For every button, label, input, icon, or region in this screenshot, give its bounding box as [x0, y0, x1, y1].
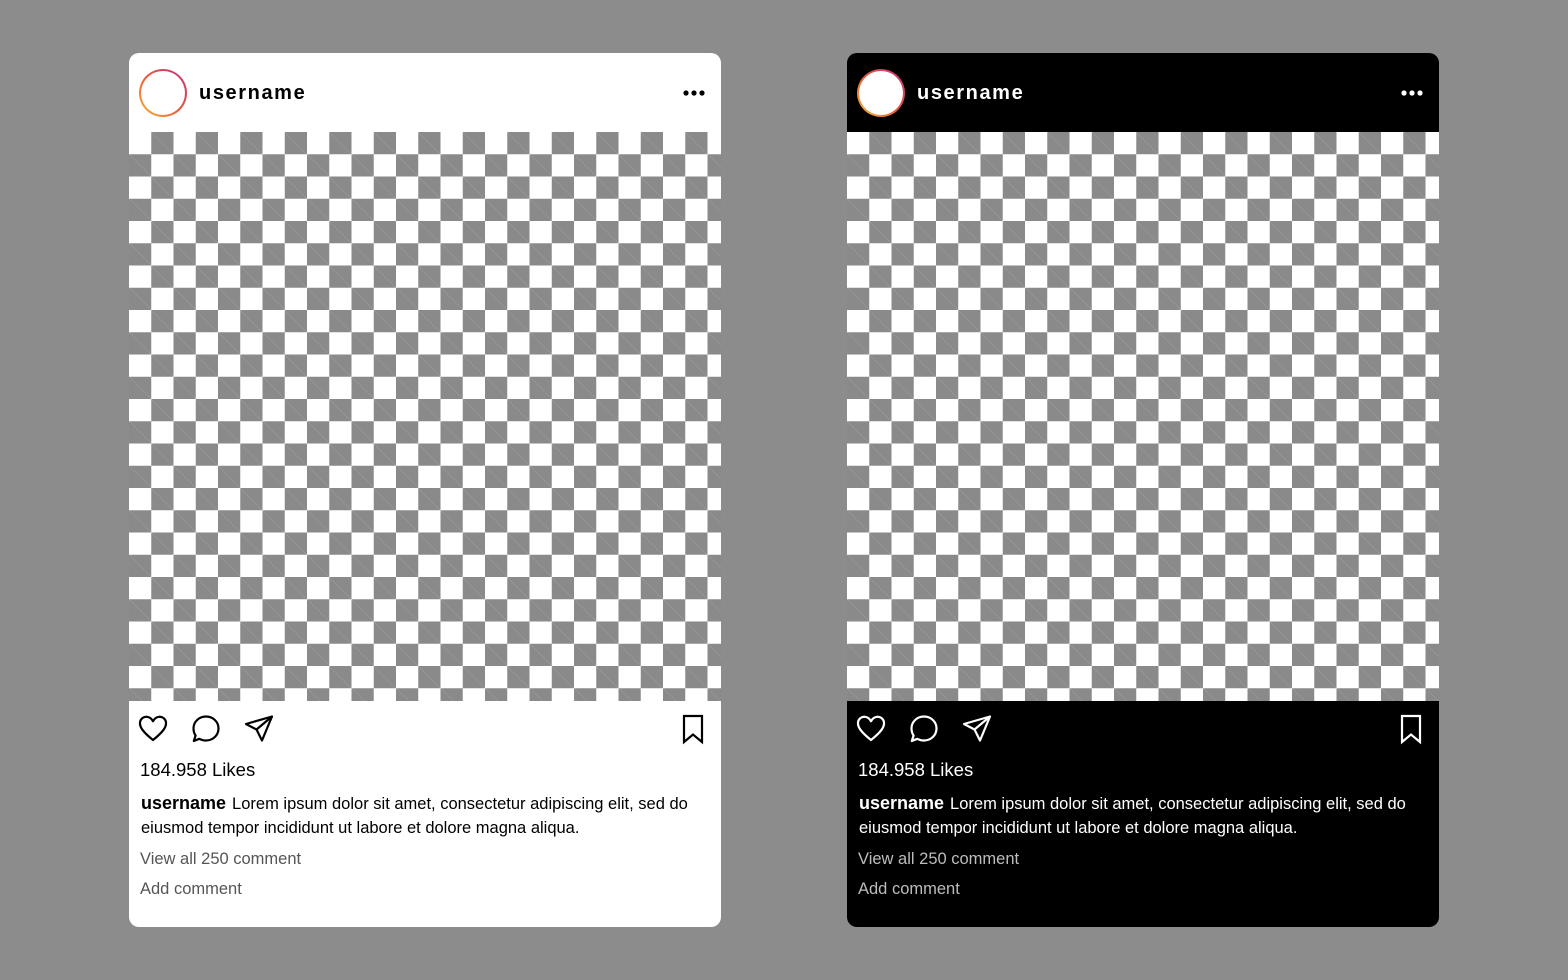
post-image-placeholder[interactable] — [129, 132, 721, 701]
more-horizontal-icon[interactable] — [1401, 82, 1423, 104]
caption-text: Lorem ipsum dolor sit amet, consectetur adipiscing elit, sed do eiusmod tempor incididunt ut labore et dolore magna aliqua. — [859, 795, 1406, 837]
heart-icon[interactable] — [137, 713, 169, 745]
caption-username[interactable]: username — [859, 793, 945, 813]
action-bar — [129, 713, 721, 749]
post-caption — [141, 791, 701, 840]
post-caption — [859, 791, 1419, 840]
more-horizontal-icon[interactable] — [683, 82, 705, 104]
post-header — [129, 53, 721, 132]
post-image-placeholder[interactable] — [847, 132, 1439, 701]
add-comment-input[interactable]: Add comment — [140, 880, 242, 898]
paper-plane-icon[interactable] — [961, 713, 993, 745]
bookmark-icon[interactable] — [677, 713, 709, 745]
avatar-image — [141, 71, 185, 115]
caption-text: Lorem ipsum dolor sit amet, consectetur adipiscing elit, sed do eiusmod tempor incididunt ut labore et dolore magna aliqua. — [141, 795, 688, 837]
caption-username[interactable]: username — [141, 793, 227, 813]
view-all-comments-link[interactable]: View all 250 comment — [140, 850, 302, 868]
profile-avatar[interactable] — [857, 69, 905, 117]
paper-plane-icon[interactable] — [243, 713, 275, 745]
profile-avatar[interactable] — [139, 69, 187, 117]
post-header — [847, 53, 1439, 132]
comment-bubble-icon[interactable] — [190, 713, 222, 745]
action-bar — [847, 713, 1439, 749]
bookmark-icon[interactable] — [1395, 713, 1427, 745]
likes-count[interactable]: 184.958 Likes — [140, 759, 256, 780]
likes-count[interactable]: 184.958 Likes — [858, 759, 974, 780]
view-all-comments-link[interactable]: View all 250 comment — [858, 850, 1020, 868]
header-username[interactable]: username — [199, 82, 307, 104]
comment-bubble-icon[interactable] — [908, 713, 940, 745]
heart-icon[interactable] — [855, 713, 887, 745]
post-card-dark — [847, 53, 1439, 927]
avatar-image — [859, 71, 903, 115]
add-comment-input[interactable]: Add comment — [858, 880, 960, 898]
post-card-light — [129, 53, 721, 927]
header-username[interactable]: username — [917, 82, 1025, 104]
